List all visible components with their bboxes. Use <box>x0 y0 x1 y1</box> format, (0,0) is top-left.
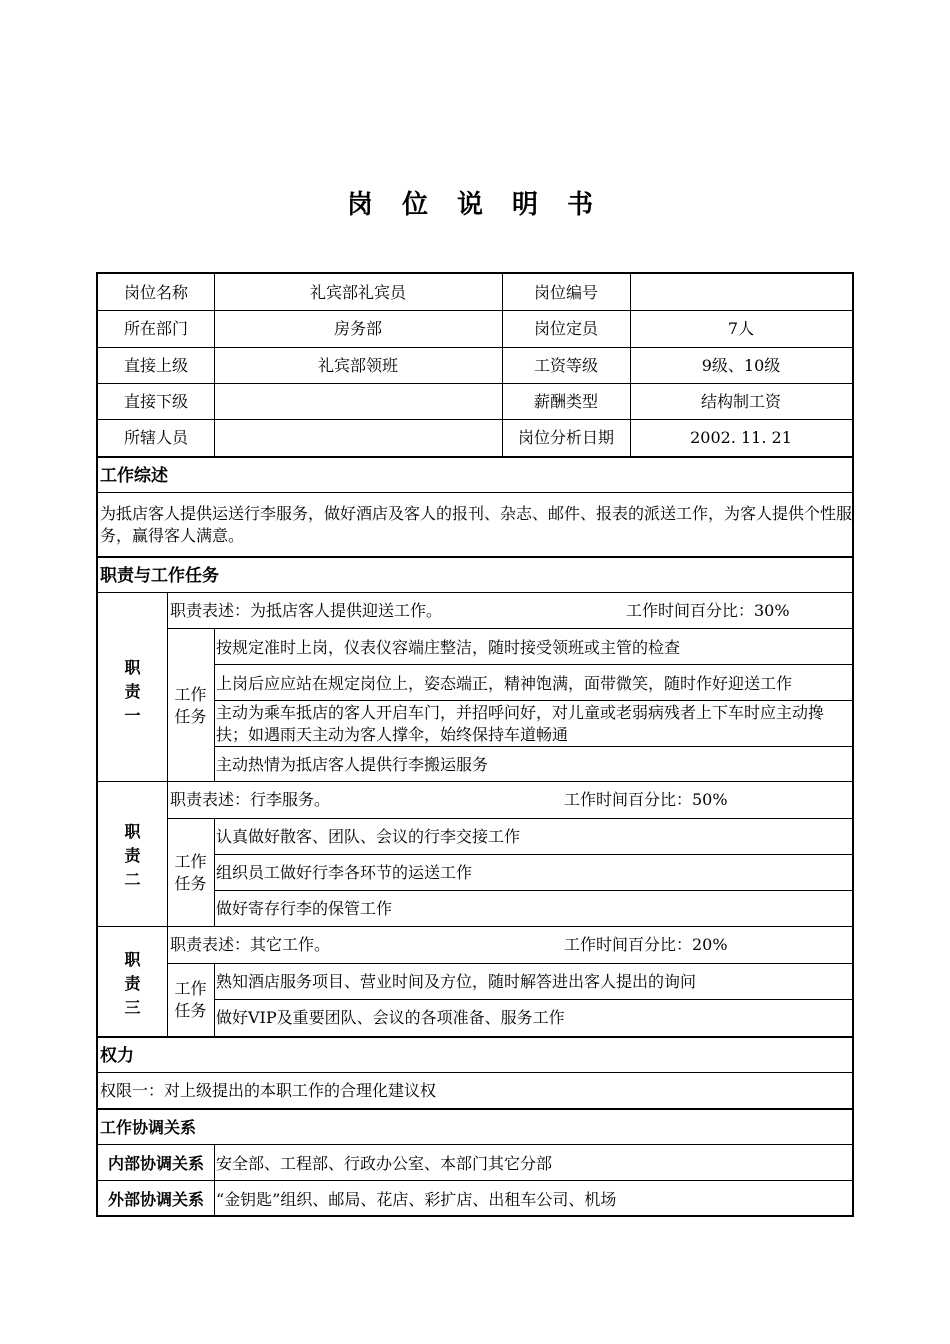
row-divider <box>98 1144 852 1145</box>
info-label-department: 所在部门 <box>123 319 188 338</box>
section-divider <box>98 1036 852 1038</box>
duties-heading: 职责与工作任务 <box>100 566 219 586</box>
row-divider <box>98 419 852 420</box>
duty-1-char: 一 <box>124 706 141 725</box>
duty-1-task: 主动热情为抵店客人提供行李搬运服务 <box>216 755 489 774</box>
summary-text: 为抵店客人提供运送行李服务，做好酒店及客人的报刊、杂志、邮件、报表的派送工作，为客人提供个性服务，赢得客人满意。 <box>100 504 853 545</box>
job-description-form <box>96 272 854 1217</box>
info-label-position-name: 岗位名称 <box>123 283 188 302</box>
duty-3-char: 职 <box>124 950 141 969</box>
relations-heading: 工作协调关系 <box>100 1118 197 1137</box>
duty-1-char: 责 <box>124 682 141 701</box>
authority-item: 权限一：对上级提出的本职工作的合理化建议权 <box>100 1081 437 1100</box>
row-divider <box>98 310 852 311</box>
duty-1-desc: 职责表述：为抵店客人提供迎送工作。 <box>170 601 443 620</box>
section-divider <box>98 556 852 558</box>
duty-2-time: 工作时间百分比：50% <box>564 790 728 809</box>
col-divider <box>214 818 215 926</box>
info-value-department: 房务部 <box>333 319 382 338</box>
page-title: 岗 位 说 明 书 <box>346 190 604 220</box>
external-relations-value: “金钥匙”组织、邮局、花店、彩扩店、出租车公司、机场 <box>216 1190 617 1209</box>
duty-3-char: 三 <box>124 998 141 1017</box>
duty-3-task-label: 工作任务 <box>174 979 207 1020</box>
summary-heading: 工作综述 <box>100 466 168 486</box>
internal-relations-label: 内部协调关系 <box>107 1154 204 1173</box>
duty-1-task: 按规定准时上岗，仪表仪容端庄整洁，随时接受领班或主管的检查 <box>216 638 681 657</box>
row-divider <box>214 999 852 1000</box>
duty-2-char: 职 <box>124 822 141 841</box>
info-value-headcount: 7人 <box>727 319 755 338</box>
duty-1-char: 职 <box>124 658 141 677</box>
row-divider <box>214 700 852 701</box>
duty-1-task: 上岗后应应站在规定岗位上，姿态端正，精神饱满，面带微笑，随时作好迎送工作 <box>216 674 793 693</box>
duty-2-task-label: 工作任务 <box>174 852 207 893</box>
duty-2-label <box>98 820 167 892</box>
row-divider <box>167 628 852 629</box>
info-value-analysis-date: 2002. 11. 21 <box>690 428 792 447</box>
section-divider <box>98 456 852 458</box>
info-label-analysis-date: 岗位分析日期 <box>517 428 614 447</box>
row-divider <box>214 746 852 747</box>
col-divider <box>214 628 215 781</box>
duty-1-label <box>98 656 167 728</box>
row-divider <box>98 592 852 593</box>
duty-2-task: 认真做好散客、团队、会议的行李交接工作 <box>216 827 521 846</box>
row-divider <box>98 781 852 782</box>
row-divider <box>98 383 852 384</box>
duty-3-label <box>98 948 167 1020</box>
duty-3-task: 熟知酒店服务项目、营业时间及方位，随时解答进出客人提出的询问 <box>216 972 697 991</box>
row-divider <box>98 347 852 348</box>
info-value-supervisor: 礼宾部领班 <box>317 356 398 375</box>
duty-2-char: 责 <box>124 846 141 865</box>
duty-2-desc: 职责表述：行李服务。 <box>170 790 331 809</box>
row-divider <box>214 854 852 855</box>
section-divider <box>98 1108 852 1110</box>
duty-3-desc: 职责表述：其它工作。 <box>170 935 331 954</box>
duty-1-time: 工作时间百分比：30% <box>626 601 790 620</box>
duty-2-task: 组织员工做好行李各环节的运送工作 <box>216 863 473 882</box>
row-divider <box>98 492 852 493</box>
col-divider <box>167 592 168 1036</box>
duty-3-char: 责 <box>124 974 141 993</box>
info-label-subordinate: 直接下级 <box>123 392 188 411</box>
info-value-pay-grade: 9级、10级 <box>701 356 781 375</box>
row-divider <box>98 1180 852 1181</box>
duty-1-task-label: 工作任务 <box>174 685 207 726</box>
row-divider <box>214 664 852 665</box>
info-label-headcount: 岗位定员 <box>533 319 598 338</box>
info-label-staff: 所辖人员 <box>123 428 188 447</box>
external-relations-label: 外部协调关系 <box>107 1190 204 1209</box>
duty-3-task: 做好VIP及重要团队、会议的各项准备、服务工作 <box>216 1008 565 1027</box>
info-label-supervisor: 直接上级 <box>123 356 188 375</box>
authority-heading: 权力 <box>100 1046 134 1066</box>
row-divider <box>98 1072 852 1073</box>
info-label-pay-grade: 工资等级 <box>533 356 598 375</box>
duty-2-task: 做好寄存行李的保管工作 <box>216 899 393 918</box>
info-value-position-name: 礼宾部礼宾员 <box>309 283 406 302</box>
info-label-position-code: 岗位编号 <box>533 283 598 302</box>
row-divider <box>214 890 852 891</box>
internal-relations-value: 安全部、工程部、行政办公室、本部门其它分部 <box>216 1154 553 1173</box>
info-label-pay-type: 薪酬类型 <box>533 392 598 411</box>
row-divider <box>98 926 852 927</box>
row-divider <box>167 818 852 819</box>
row-divider <box>167 963 852 964</box>
duty-2-char: 二 <box>124 870 141 889</box>
duty-1-task: 主动为乘车抵店的客人开启车门，并招呼问好，对儿童或老弱病残者上下车时应主动搀扶；如遇雨天主动为客人撑伞，始终保持车道畅通 <box>216 703 825 744</box>
duty-3-time: 工作时间百分比：20% <box>564 935 728 954</box>
info-value-pay-type: 结构制工资 <box>700 392 781 411</box>
